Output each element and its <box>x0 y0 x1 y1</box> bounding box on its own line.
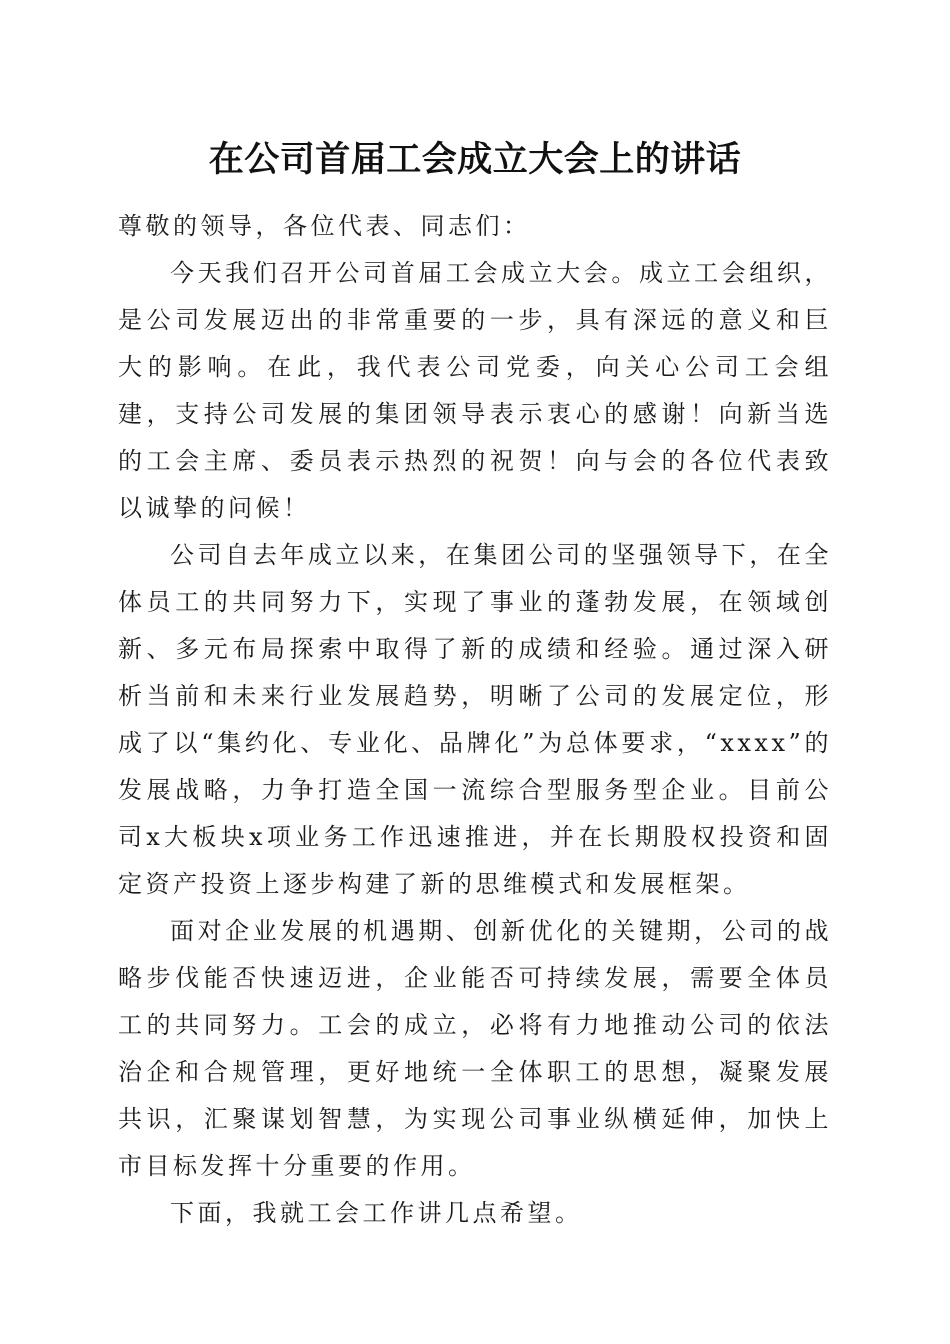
paragraph-4: 下面，我就工会工作讲几点希望。 <box>170 1199 583 1227</box>
paragraph-1: 今天我们召开公司首届工会成立大会。成立工会组织，是公司发展迈出的非常重要的一步，具有深远的意义和巨大的影响。在此，我代表公司党委，向关心公司工会组建，支持公司发展的集团领导表示衷心的感谢！向新当选的工会主席、委员表示热烈的祝贺！向与会的各位代表致以诚挚的问候！ <box>118 259 832 522</box>
paragraph-3: 面对企业发展的机遇期、创新优化的关键期，公司的战略步伐能否快速迈进，企业能否可持续发展，需要全体员工的共同努力。工会的成立，必将有力地推动公司的依法治企和合规管理，更好地统一全体职工的思想，凝聚发展共识，汇聚谋划智慧，为实现公司事业纵横延伸，加快上市目标发挥十分重要的作用。 <box>118 917 832 1180</box>
document-title: 在公司首届工会成立大会上的讲话 <box>208 139 742 180</box>
document-body <box>118 203 832 1237</box>
salutation: 尊敬的领导，各位代表、同志们： <box>118 212 531 240</box>
paragraph-2: 公司自去年成立以来，在集团公司的坚强领导下，在全体员工的共同努力下，实现了事业的蓬勃发展，在领域创新、多元布局探索中取得了新的成绩和经验。通过深入研析当前和未来行业发展趋势，明晰了公司的发展定位，形成了以“集约化、专业化、品牌化”为总体要求，“xxxx”的发展战略，力争打造全国一流综合型服务型企业。目前公司x大板块x项业务工作迅速推进，并在长期股权投资和固定资产投资上逐步构建了新的思维模式和发展框架。 <box>118 541 832 898</box>
